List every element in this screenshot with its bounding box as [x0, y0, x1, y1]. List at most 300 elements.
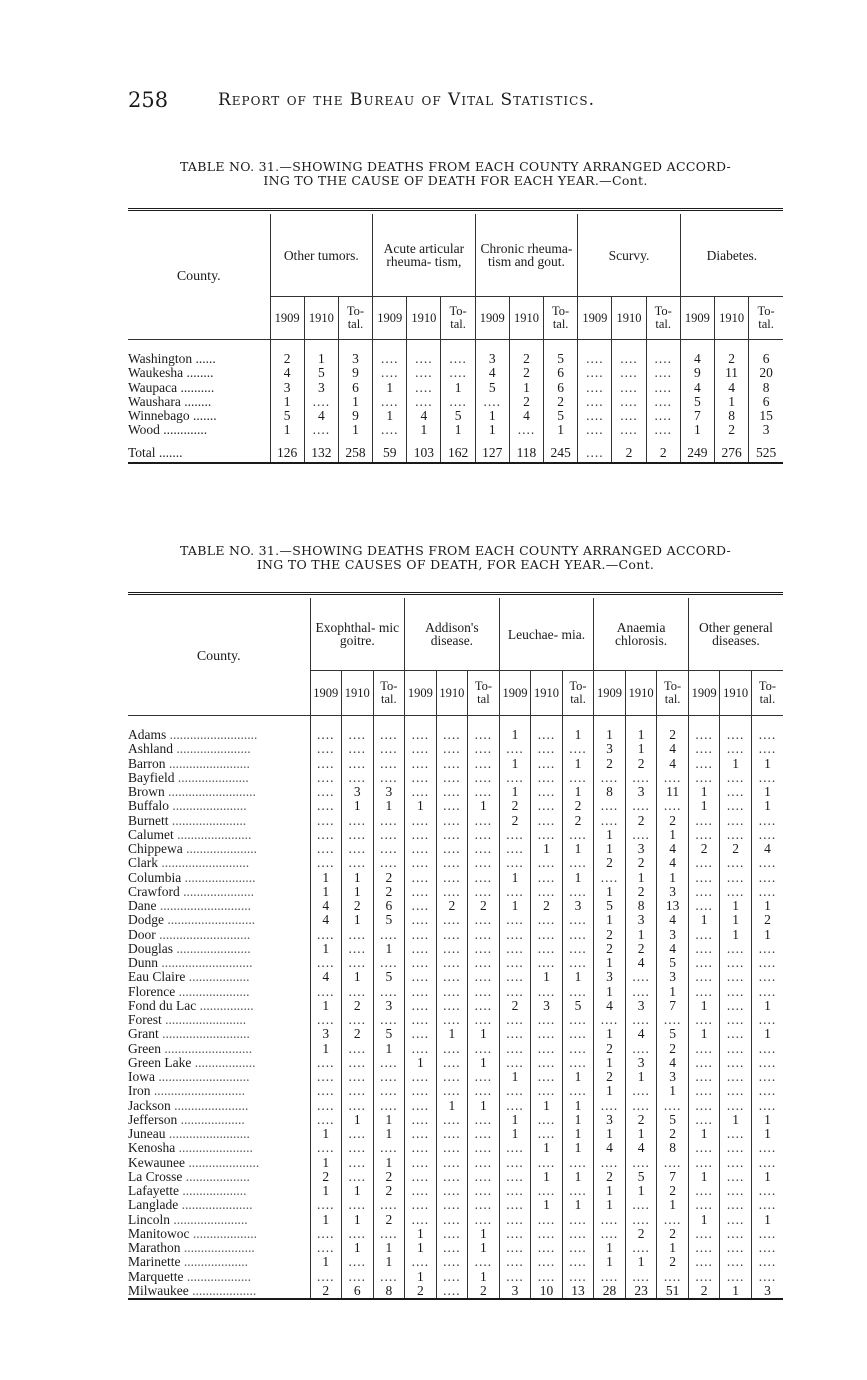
table-row: [128, 814, 783, 828]
data-cell: 6: [749, 352, 783, 366]
data-cell: ....: [531, 913, 563, 927]
leader-dots: ......................: [170, 1212, 248, 1227]
data-cell: 1: [373, 1127, 405, 1141]
table-row: [128, 1070, 783, 1084]
data-cell: 28: [594, 1284, 626, 1299]
county-name: Ashland ......................: [128, 742, 251, 757]
table-row: [128, 899, 783, 913]
data-cell: ....: [310, 1113, 342, 1127]
data-cell: ....: [531, 1027, 563, 1041]
data-cell: 1: [625, 1070, 657, 1084]
data-cell: ....: [657, 1213, 689, 1227]
data-cell: ....: [342, 757, 374, 771]
data-cell: ....: [436, 842, 468, 856]
data-cell: 1: [562, 1099, 594, 1113]
data-cell: ....: [468, 1141, 500, 1155]
data-cell: ....: [720, 1170, 752, 1184]
data-cell: 132: [304, 438, 338, 463]
data-cell: 1: [436, 1027, 468, 1041]
data-cell: 2: [594, 942, 626, 956]
data-cell: ....: [751, 1184, 783, 1198]
data-cell: ....: [751, 985, 783, 999]
county-name: Dunn ...........................: [128, 956, 253, 971]
data-cell: ....: [562, 742, 594, 756]
data-cell: 1: [625, 1184, 657, 1198]
data-cell: ....: [499, 1213, 531, 1227]
leader-dots: ..........................: [158, 856, 250, 871]
data-cell: ....: [751, 1042, 783, 1056]
data-cell: ....: [594, 799, 626, 813]
data-cell: ....: [751, 1056, 783, 1070]
data-cell: 20: [749, 366, 783, 380]
data-cell: 10: [531, 1284, 563, 1299]
data-cell: 1: [342, 1241, 374, 1255]
data-cell: ....: [405, 999, 437, 1013]
table-row: [128, 1099, 783, 1113]
data-cell: ....: [499, 885, 531, 899]
data-cell: ....: [436, 771, 468, 785]
leader-dots: .....................: [181, 870, 256, 885]
table1-year-header: To- tal.: [441, 297, 475, 340]
data-cell: ....: [751, 1227, 783, 1241]
data-cell: 1: [475, 409, 509, 423]
county-name: Lafayette ...................: [128, 1184, 247, 1199]
data-cell: 3: [373, 785, 405, 799]
county-name: Dane ...........................: [128, 899, 251, 914]
data-cell: ....: [373, 1270, 405, 1284]
data-cell: ....: [562, 1227, 594, 1241]
data-cell: ....: [578, 409, 612, 423]
data-cell: 1: [499, 785, 531, 799]
data-cell: 3: [657, 928, 689, 942]
data-cell: 2: [751, 913, 783, 927]
data-cell: ....: [688, 856, 720, 870]
data-cell: ....: [562, 985, 594, 999]
data-cell: ....: [310, 856, 342, 870]
data-cell: ....: [468, 1042, 500, 1056]
leader-dots: ...................: [188, 1283, 257, 1298]
data-cell: ....: [499, 842, 531, 856]
data-cell: ....: [310, 1270, 342, 1284]
table-row: [128, 1141, 783, 1155]
data-cell: ....: [405, 1255, 437, 1269]
data-cell: 127: [475, 438, 509, 463]
data-cell: 2: [594, 757, 626, 771]
data-cell: 2: [531, 899, 563, 913]
data-cell: ....: [436, 1270, 468, 1284]
data-cell: 1: [468, 799, 500, 813]
data-cell: 2: [499, 799, 531, 813]
data-cell: ....: [499, 828, 531, 842]
data-cell: 5: [594, 899, 626, 913]
data-cell: ....: [625, 1156, 657, 1170]
data-cell: 3: [270, 381, 304, 395]
data-cell: 2: [657, 1042, 689, 1056]
data-cell: ....: [646, 381, 680, 395]
data-cell: 1: [657, 1084, 689, 1098]
data-cell: ....: [468, 999, 500, 1013]
leader-dots: ...................: [189, 1226, 257, 1241]
data-cell: ....: [562, 1013, 594, 1027]
data-cell: 1: [499, 728, 531, 742]
data-cell: ....: [720, 828, 752, 842]
data-cell: 1: [270, 395, 304, 409]
table1-year-header: To- tal.: [544, 297, 578, 340]
data-cell: 1: [499, 899, 531, 913]
data-cell: 4: [304, 409, 338, 423]
data-cell: ....: [436, 970, 468, 984]
data-cell: ....: [720, 1027, 752, 1041]
data-cell: ....: [310, 928, 342, 942]
data-cell: ....: [688, 928, 720, 942]
leader-dots: ..........................: [158, 1027, 250, 1042]
data-cell: 2: [373, 1170, 405, 1184]
data-cell: 1: [373, 799, 405, 813]
table-row: [128, 395, 783, 409]
data-cell: 4: [751, 842, 783, 856]
data-cell: ....: [373, 728, 405, 742]
table-row: [128, 942, 783, 956]
data-cell: ....: [688, 871, 720, 885]
data-cell: ....: [562, 913, 594, 927]
county-name: Lincoln ......................: [128, 1212, 248, 1227]
data-cell: ....: [373, 771, 405, 785]
data-cell: ....: [468, 1084, 500, 1098]
data-cell: ....: [405, 1213, 437, 1227]
data-cell: ....: [612, 409, 646, 423]
table2-year-header: To- tal: [468, 671, 500, 716]
data-cell: ....: [720, 1084, 752, 1098]
data-cell: 2: [594, 856, 626, 870]
data-cell: 2: [373, 871, 405, 885]
data-cell: ....: [436, 999, 468, 1013]
county-name: Wood .............: [128, 423, 208, 438]
data-cell: 1: [531, 1198, 563, 1212]
data-cell: ....: [405, 1084, 437, 1098]
data-cell: ....: [405, 1198, 437, 1212]
data-cell: 2: [499, 814, 531, 828]
table2-caption: [128, 544, 783, 572]
data-cell: 1: [562, 1198, 594, 1212]
data-cell: ....: [373, 757, 405, 771]
table2-year-header: To- tal.: [657, 671, 689, 716]
table-row: [128, 1127, 783, 1141]
data-cell: ....: [562, 1213, 594, 1227]
table-row: [128, 913, 783, 927]
data-cell: ....: [405, 899, 437, 913]
data-cell: ....: [499, 856, 531, 870]
data-cell: ....: [562, 1255, 594, 1269]
county-name: Waukesha ........: [128, 366, 214, 381]
data-cell: 1: [436, 1099, 468, 1113]
data-cell: 1: [688, 913, 720, 927]
data-cell: ....: [405, 1042, 437, 1056]
data-cell: 1: [342, 885, 374, 899]
data-cell: 118: [509, 438, 543, 463]
data-cell: ....: [342, 1099, 374, 1113]
data-cell: 1: [594, 1241, 626, 1255]
data-cell: 3: [594, 742, 626, 756]
data-cell: 525: [749, 438, 783, 463]
data-cell: ....: [405, 1127, 437, 1141]
data-cell: ....: [751, 771, 783, 785]
table-row: [128, 856, 783, 870]
data-cell: ....: [688, 1241, 720, 1255]
data-cell: ....: [405, 913, 437, 927]
data-cell: ....: [751, 871, 783, 885]
data-cell: ....: [688, 742, 720, 756]
data-cell: 1: [373, 942, 405, 956]
data-cell: ....: [688, 956, 720, 970]
table2-year-header: To- tal.: [751, 671, 783, 716]
data-cell: ....: [342, 1042, 374, 1056]
data-cell: ....: [342, 1141, 374, 1155]
data-cell: 1: [499, 757, 531, 771]
data-cell: 1: [751, 1127, 783, 1141]
data-cell: 2: [342, 1027, 374, 1041]
county-name: Grant ..........................: [128, 1027, 250, 1042]
data-cell: ....: [468, 1127, 500, 1141]
data-cell: ....: [342, 956, 374, 970]
data-cell: 1: [594, 956, 626, 970]
data-cell: ....: [499, 1255, 531, 1269]
data-cell: 1: [657, 828, 689, 842]
data-cell: ....: [531, 828, 563, 842]
data-cell: 4: [657, 1056, 689, 1070]
data-cell: ....: [688, 1113, 720, 1127]
data-cell: ....: [342, 1227, 374, 1241]
data-cell: ....: [720, 771, 752, 785]
data-cell: ....: [720, 742, 752, 756]
data-cell: ....: [531, 1127, 563, 1141]
data-cell: 1: [594, 885, 626, 899]
county-name: Green Lake ..................: [128, 1055, 256, 1070]
data-cell: ....: [594, 1270, 626, 1284]
leader-dots: ...................: [183, 1269, 251, 1284]
data-cell: 6: [749, 395, 783, 409]
data-cell: ....: [342, 814, 374, 828]
data-cell: ....: [436, 1284, 468, 1299]
data-cell: ....: [720, 799, 752, 813]
data-cell: ....: [612, 366, 646, 380]
data-cell: 2: [646, 438, 680, 463]
data-cell: 1: [751, 785, 783, 799]
data-cell: ....: [342, 1084, 374, 1098]
data-cell: 6: [342, 1284, 374, 1299]
data-cell: ....: [405, 1156, 437, 1170]
data-cell: 1: [405, 799, 437, 813]
data-cell: ....: [436, 1141, 468, 1155]
data-cell: ....: [688, 899, 720, 913]
data-cell: 1: [441, 381, 475, 395]
data-cell: 2: [625, 885, 657, 899]
data-cell: 1: [720, 757, 752, 771]
data-cell: ....: [310, 1227, 342, 1241]
data-cell: 1: [594, 985, 626, 999]
data-cell: ....: [646, 395, 680, 409]
table1-category-header: Diabetes.: [680, 214, 783, 297]
data-cell: ....: [688, 1141, 720, 1155]
table-row: [128, 799, 783, 813]
data-cell: 5: [373, 970, 405, 984]
data-cell: ....: [625, 1241, 657, 1255]
data-cell: 1: [751, 928, 783, 942]
table-row: [128, 970, 783, 984]
data-cell: ....: [468, 970, 500, 984]
table2-caption-line2: ING TO THE CAUSES OF DEATH, FOR EACH YEAR.—Cont.: [256, 557, 655, 572]
data-cell: ....: [594, 871, 626, 885]
data-cell: ....: [342, 1013, 374, 1027]
data-cell: 1: [531, 1170, 563, 1184]
data-cell: 3: [625, 842, 657, 856]
data-cell: ....: [594, 1099, 626, 1113]
data-cell: ....: [436, 1042, 468, 1056]
data-cell: 1: [373, 1113, 405, 1127]
table2-category-header: Addison's disease.: [405, 598, 500, 671]
data-cell: ....: [612, 395, 646, 409]
data-cell: ....: [720, 814, 752, 828]
data-cell: 1: [405, 1227, 437, 1241]
county-name: Crawford .....................: [128, 884, 254, 899]
data-cell: ....: [720, 728, 752, 742]
data-cell: 5: [373, 913, 405, 927]
data-cell: ....: [407, 395, 441, 409]
data-cell: 1: [468, 1027, 500, 1041]
data-cell: ....: [436, 871, 468, 885]
county-name: Langlade .....................: [128, 1198, 253, 1213]
data-cell: 13: [562, 1284, 594, 1299]
data-cell: ....: [499, 1184, 531, 1198]
leader-dots: ......................: [173, 742, 251, 757]
data-cell: 2: [714, 423, 748, 437]
data-cell: 1: [509, 381, 543, 395]
data-cell: ....: [436, 1227, 468, 1241]
data-cell: ....: [310, 1241, 342, 1255]
data-cell: 8: [594, 785, 626, 799]
data-cell: 1: [594, 1198, 626, 1212]
county-name: Eau Claire ..................: [128, 970, 250, 985]
data-cell: 9: [680, 366, 714, 380]
data-cell: ....: [578, 352, 612, 366]
data-cell: ....: [578, 438, 612, 463]
data-cell: ....: [625, 1084, 657, 1098]
data-cell: ....: [625, 828, 657, 842]
data-cell: 1: [468, 1227, 500, 1241]
data-cell: 1: [310, 885, 342, 899]
county-name: Jackson ......................: [128, 1098, 249, 1113]
data-cell: ....: [720, 1141, 752, 1155]
table-row: [128, 771, 783, 785]
table1-year-header: 1910: [612, 297, 646, 340]
data-cell: ....: [751, 814, 783, 828]
data-cell: ....: [531, 1056, 563, 1070]
leader-dots: ...........................: [155, 927, 251, 942]
data-cell: 1: [751, 757, 783, 771]
leader-dots: ......................: [173, 941, 251, 956]
data-cell: ....: [405, 771, 437, 785]
data-cell: 1: [562, 728, 594, 742]
table2-category-header: Other general diseases.: [688, 598, 783, 671]
data-cell: 5: [270, 409, 304, 423]
data-cell: 59: [373, 438, 407, 463]
table2-year-header: To- tal.: [373, 671, 405, 716]
data-cell: ....: [436, 1255, 468, 1269]
data-cell: ....: [625, 799, 657, 813]
county-name: Buffalo ......................: [128, 799, 247, 814]
data-cell: 2: [373, 885, 405, 899]
data-cell: ....: [531, 1042, 563, 1056]
data-cell: 276: [714, 438, 748, 463]
county-name: Kewaunee .....................: [128, 1155, 260, 1170]
data-cell: 1: [499, 1127, 531, 1141]
data-cell: ....: [531, 856, 563, 870]
data-cell: ....: [499, 742, 531, 756]
table2-category-header: Exophthal- mic goitre.: [310, 598, 405, 671]
county-name: Manitowoc ...................: [128, 1226, 257, 1241]
data-cell: 1: [338, 395, 372, 409]
table-row: [128, 1255, 783, 1269]
data-cell: ....: [405, 785, 437, 799]
data-cell: ....: [436, 1056, 468, 1070]
data-cell: 4: [625, 1141, 657, 1155]
data-cell: 5: [680, 395, 714, 409]
data-cell: ....: [310, 1141, 342, 1155]
data-cell: ....: [373, 1227, 405, 1241]
data-cell: ....: [562, 942, 594, 956]
data-cell: ....: [342, 1198, 374, 1212]
data-cell: ....: [436, 1241, 468, 1255]
table-row: [128, 885, 783, 899]
data-cell: ....: [373, 1056, 405, 1070]
data-cell: ....: [751, 728, 783, 742]
data-cell: 5: [544, 352, 578, 366]
data-cell: ....: [373, 352, 407, 366]
table-row: [128, 423, 783, 437]
table2-year-header: 1909: [594, 671, 626, 716]
data-cell: ....: [688, 1099, 720, 1113]
data-cell: 1: [310, 871, 342, 885]
data-cell: ....: [562, 1084, 594, 1098]
data-cell: ....: [531, 771, 563, 785]
data-cell: 1: [499, 1070, 531, 1084]
data-cell: ....: [310, 1099, 342, 1113]
data-cell: ....: [531, 1113, 563, 1127]
data-cell: ....: [531, 728, 563, 742]
data-cell: 1: [594, 1184, 626, 1198]
data-cell: ....: [625, 985, 657, 999]
data-cell: ....: [688, 1042, 720, 1056]
data-cell: ....: [405, 885, 437, 899]
data-cell: ....: [594, 1013, 626, 1027]
data-cell: ....: [310, 1198, 342, 1212]
data-cell: ....: [657, 1270, 689, 1284]
data-cell: ....: [342, 1127, 374, 1141]
data-cell: 2: [657, 728, 689, 742]
data-cell: 7: [657, 1170, 689, 1184]
data-cell: ....: [373, 928, 405, 942]
data-cell: 162: [441, 438, 475, 463]
data-cell: 2: [657, 1227, 689, 1241]
data-cell: ....: [751, 1198, 783, 1212]
data-cell: 1: [657, 871, 689, 885]
table-row: [128, 1042, 783, 1056]
data-cell: ....: [751, 1241, 783, 1255]
data-cell: ....: [720, 1270, 752, 1284]
data-cell: ....: [688, 970, 720, 984]
data-cell: 1: [751, 1113, 783, 1127]
table-row: [128, 1156, 783, 1170]
data-cell: 1: [657, 985, 689, 999]
